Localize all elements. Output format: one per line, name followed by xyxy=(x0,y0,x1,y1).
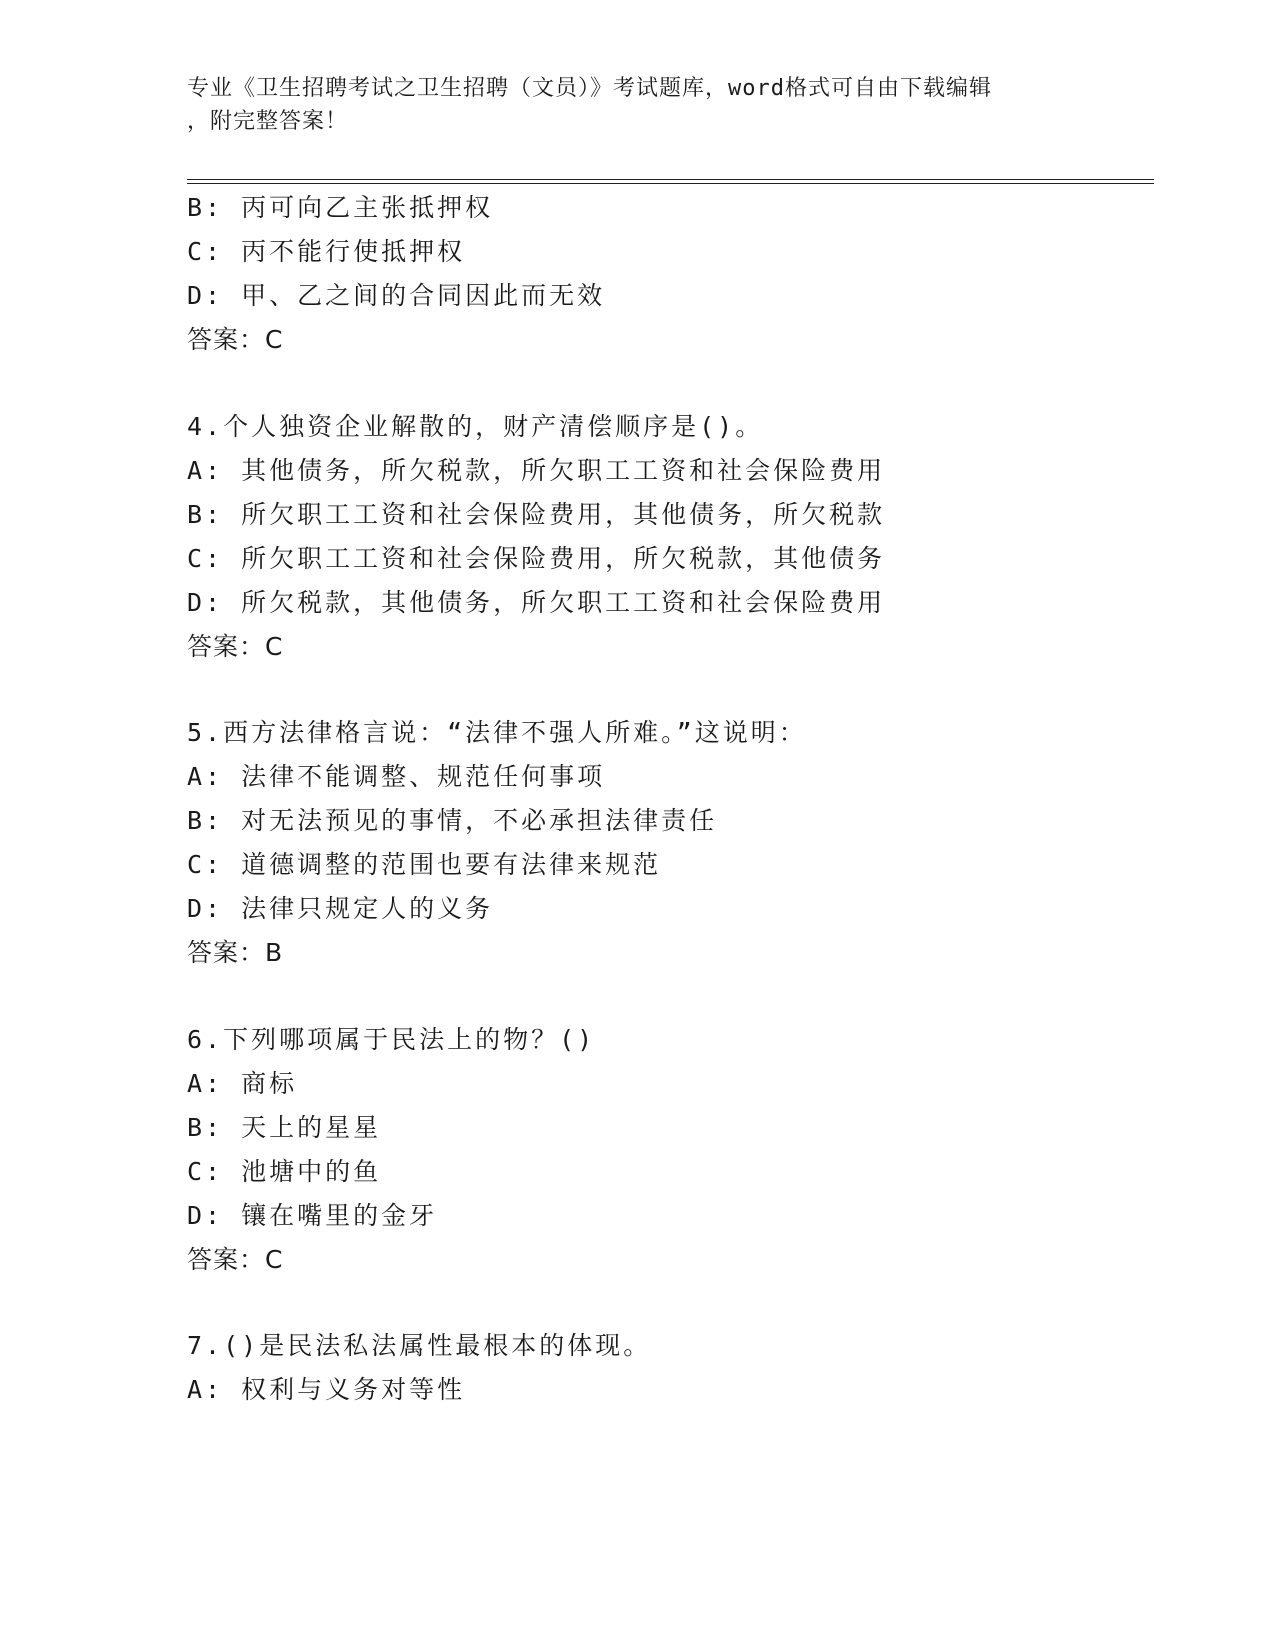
header-divider-top xyxy=(187,179,1154,180)
q7-question: 7.()是民法私法属性最根本的体现。 xyxy=(187,1331,652,1360)
q6-option-d: D: 镶在嘴里的金牙 xyxy=(187,1201,438,1230)
q6-option-a: A: 商标 xyxy=(187,1069,298,1098)
q5-option-c: C: 道德调整的范围也要有法律来规范 xyxy=(187,850,662,879)
q6-option-c: C: 池塘中的鱼 xyxy=(187,1157,382,1186)
q3-option-d: D: 甲、乙之间的合同因此而无效 xyxy=(187,281,606,310)
header-line-1: 专业《卫生招聘考试之卫生招聘（文员）》考试题库，word格式可自由下载编辑 xyxy=(187,76,992,101)
q4-option-a: A: 其他债务，所欠税款，所欠职工工资和社会保险费用 xyxy=(187,456,886,485)
q5-question: 5.西方法律格言说：“法律不强人所难。”这说明： xyxy=(187,718,807,747)
q3-option-c: C: 丙不能行使抵押权 xyxy=(187,237,466,266)
q4-option-d: D: 所欠税款，其他债务，所欠职工工资和社会保险费用 xyxy=(187,588,886,617)
q5-option-b: B: 对无法预见的事情，不必承担法律责任 xyxy=(187,806,718,835)
q6-option-b: B: 天上的星星 xyxy=(187,1113,382,1142)
q4-option-c: C: 所欠职工工资和社会保险费用，所欠税款，其他债务 xyxy=(187,544,886,573)
header-line-2: ，附完整答案！ xyxy=(187,109,349,134)
q3-answer: 答案：C xyxy=(187,325,284,354)
header-divider-bottom xyxy=(187,183,1154,184)
document-header xyxy=(187,72,1067,138)
q5-option-d: D: 法律只规定人的义务 xyxy=(187,894,494,923)
q3-option-b: B: 丙可向乙主张抵押权 xyxy=(187,193,494,222)
q5-answer: 答案：B xyxy=(187,938,284,967)
q4-option-b: B: 所欠职工工资和社会保险费用，其他债务，所欠税款 xyxy=(187,500,886,529)
q7-option-a: A: 权利与义务对等性 xyxy=(187,1375,466,1404)
q4-answer: 答案：C xyxy=(187,632,284,661)
q4-question: 4.个人独资企业解散的，财产清偿顺序是()。 xyxy=(187,412,764,441)
q5-option-a: A: 法律不能调整、规范任何事项 xyxy=(187,762,606,791)
q6-answer: 答案：C xyxy=(187,1245,284,1274)
q6-question: 6.下列哪项属于民法上的物？() xyxy=(187,1025,596,1054)
